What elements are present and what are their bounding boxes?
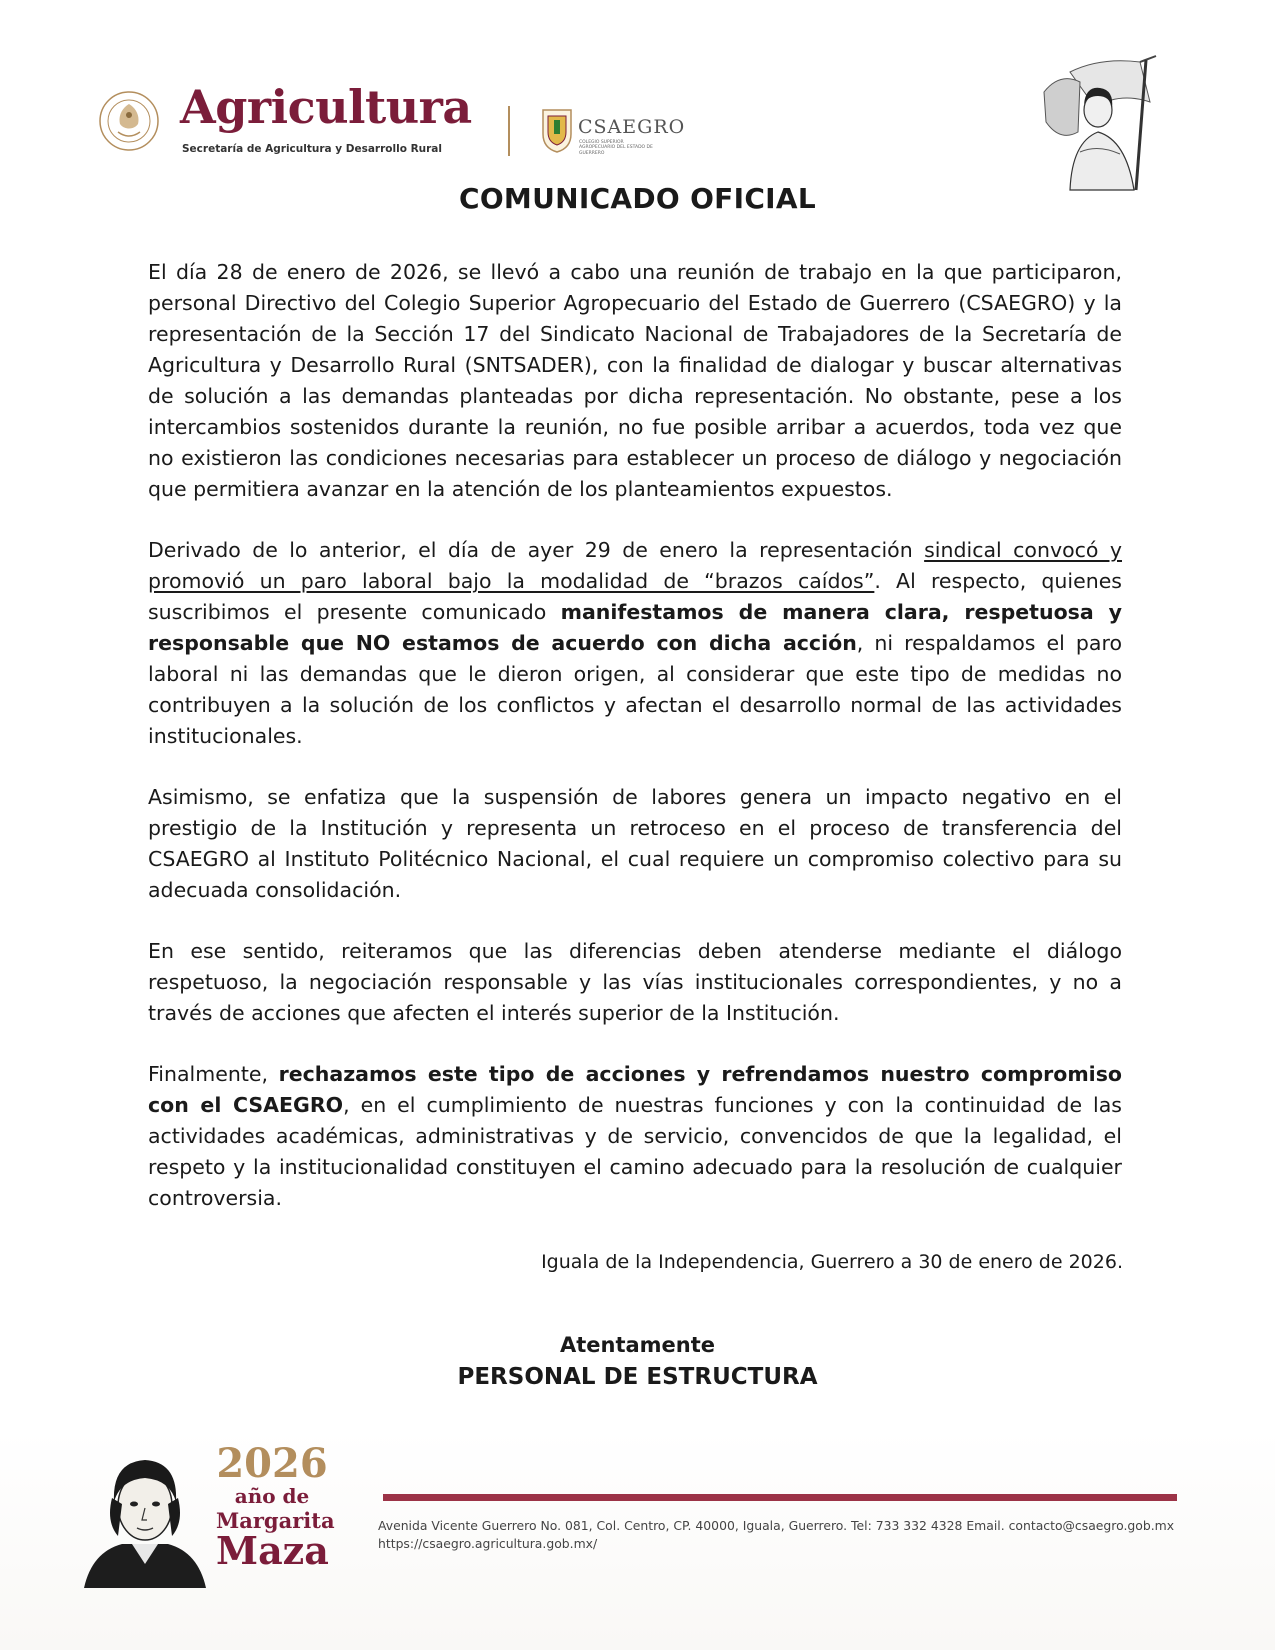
agency-subtitle: Secretaría de Agricultura y Desarrollo Rural bbox=[182, 143, 442, 155]
csaegro-shield-logo bbox=[540, 106, 574, 154]
paragraph-2-text-b: . Al respecto, quienes suscribimos el presente comunicado bbox=[148, 569, 1122, 624]
place-and-date: Iguala de la Independencia, Guerrero a 30 de enero de 2026. bbox=[541, 1251, 1123, 1273]
signature-name: PERSONAL DE ESTRUCTURA bbox=[457, 1364, 818, 1390]
footer-website: https://csaegro.agricultura.gob.mx/ bbox=[378, 1535, 598, 1551]
paragraph-2-text-a: Derivado de lo anterior, el día de ayer 29 de enero la representación bbox=[148, 538, 925, 562]
paragraph-5-text-b: , en el cumplimiento de nuestras funciones y con la continuidad de las actividades académicas, administrativas y de servicio, convencidos de que la legalidad, el respeto y la institucionalidad constituyen el camino adecuado para la resolución de cualquier controversia. bbox=[148, 1093, 1122, 1210]
footer-bar bbox=[383, 1494, 1177, 1501]
national-seal-logo bbox=[98, 90, 160, 152]
year-number: 2026 bbox=[216, 1440, 328, 1487]
heroine-flag-illustration bbox=[1040, 52, 1158, 192]
csaegro-subtitle: COLEGIO SUPERIOR AGROPECUARIO DEL ESTADO DE GUERRERO bbox=[579, 140, 653, 156]
paragraph-2 bbox=[148, 535, 1122, 752]
paragraph-5-text-a: Finalmente, bbox=[148, 1062, 279, 1086]
year-line-4: Maza bbox=[216, 1528, 329, 1573]
footer-contact bbox=[378, 1517, 1174, 1553]
document-title: COMUNICADO OFICIAL bbox=[458, 182, 817, 215]
year-line-2: año de bbox=[234, 1484, 310, 1508]
paragraph-1: El día 28 de enero de 2026, se llevó a cabo una reunión de trabajo en la que participaron, personal Directivo del Colegio Superior Agropecuario del Estado de Guerrero (CSAEGRO) y la representación de la Sección 17 del Sindicato Nacional de Trabajadores de la Secretaría de Agricultura y Desarrollo Rural (SNTSADER), con la finalidad de dialogar y buscar alternativas de solución a las demandas planteadas por dicha representación. No obstante, pese a los intercambios sostenidos durante la reunión, no fue posible arribar a acuerdos, toda vez que no existieron las condiciones necesarias para establecer un proceso de diálogo y negociación que permitiera avanzar en la atención de los planteamientos expuestos. bbox=[148, 260, 1122, 501]
year-of-margarita-maza-logo bbox=[216, 1440, 335, 1573]
paragraph-2-text-c: , ni respaldamos el paro laboral ni las demandas que le dieron origen, al considerar que este tipo de medidas no contribuyen a la solución de los conflictos y afectan el desarrollo normal de las actividades institucionales. bbox=[148, 631, 1123, 748]
year-line-3: Margarita bbox=[216, 1508, 335, 1533]
footer-address: Avenida Vicente Guerrero No. 081, Col. Centro, CP. 40000, Iguala, Guerrero. Tel: 733 332 4328 Email. contacto@csaegro.gob.mx bbox=[378, 1518, 1175, 1533]
paragraph-2-bold: manifestamos de manera clara, respetuosa y responsable que NO estamos de acuerdo con dicha acción bbox=[148, 600, 1122, 655]
agency-name: Agricultura bbox=[180, 80, 472, 134]
signature-greeting: Atentamente bbox=[559, 1333, 716, 1357]
paragraph-2-underlined: sindical convocó y promovió un paro laboral bajo la modalidad de “brazos caídos” bbox=[148, 538, 1122, 593]
header-divider bbox=[508, 106, 510, 156]
paragraph-5-bold: rechazamos este tipo de acciones y refrendamos nuestro compromiso con el CSAEGRO bbox=[148, 1062, 1122, 1117]
paragraph-4: En ese sentido, reiteramos que las diferencias deben atenderse mediante el diálogo respetuoso, la negociación responsable y las vías institucionales correspondientes, y no a través de acciones que afecten el interés superior de la Institución. bbox=[148, 939, 1122, 1025]
csaegro-name: CSAEGRO bbox=[578, 116, 686, 138]
paragraph-3: Asimismo, se enfatiza que la suspensión de labores genera un impacto negativo en el prestigio de la Institución y representa un retroceso en el proceso de transferencia del CSAEGRO al Instituto Politécnico Nacional, el cual requiere un compromiso colectivo para su adecuada consolidación. bbox=[148, 785, 1122, 902]
document-body bbox=[148, 257, 1122, 1244]
margarita-maza-portrait bbox=[82, 1440, 208, 1588]
paragraph-5 bbox=[148, 1059, 1122, 1214]
